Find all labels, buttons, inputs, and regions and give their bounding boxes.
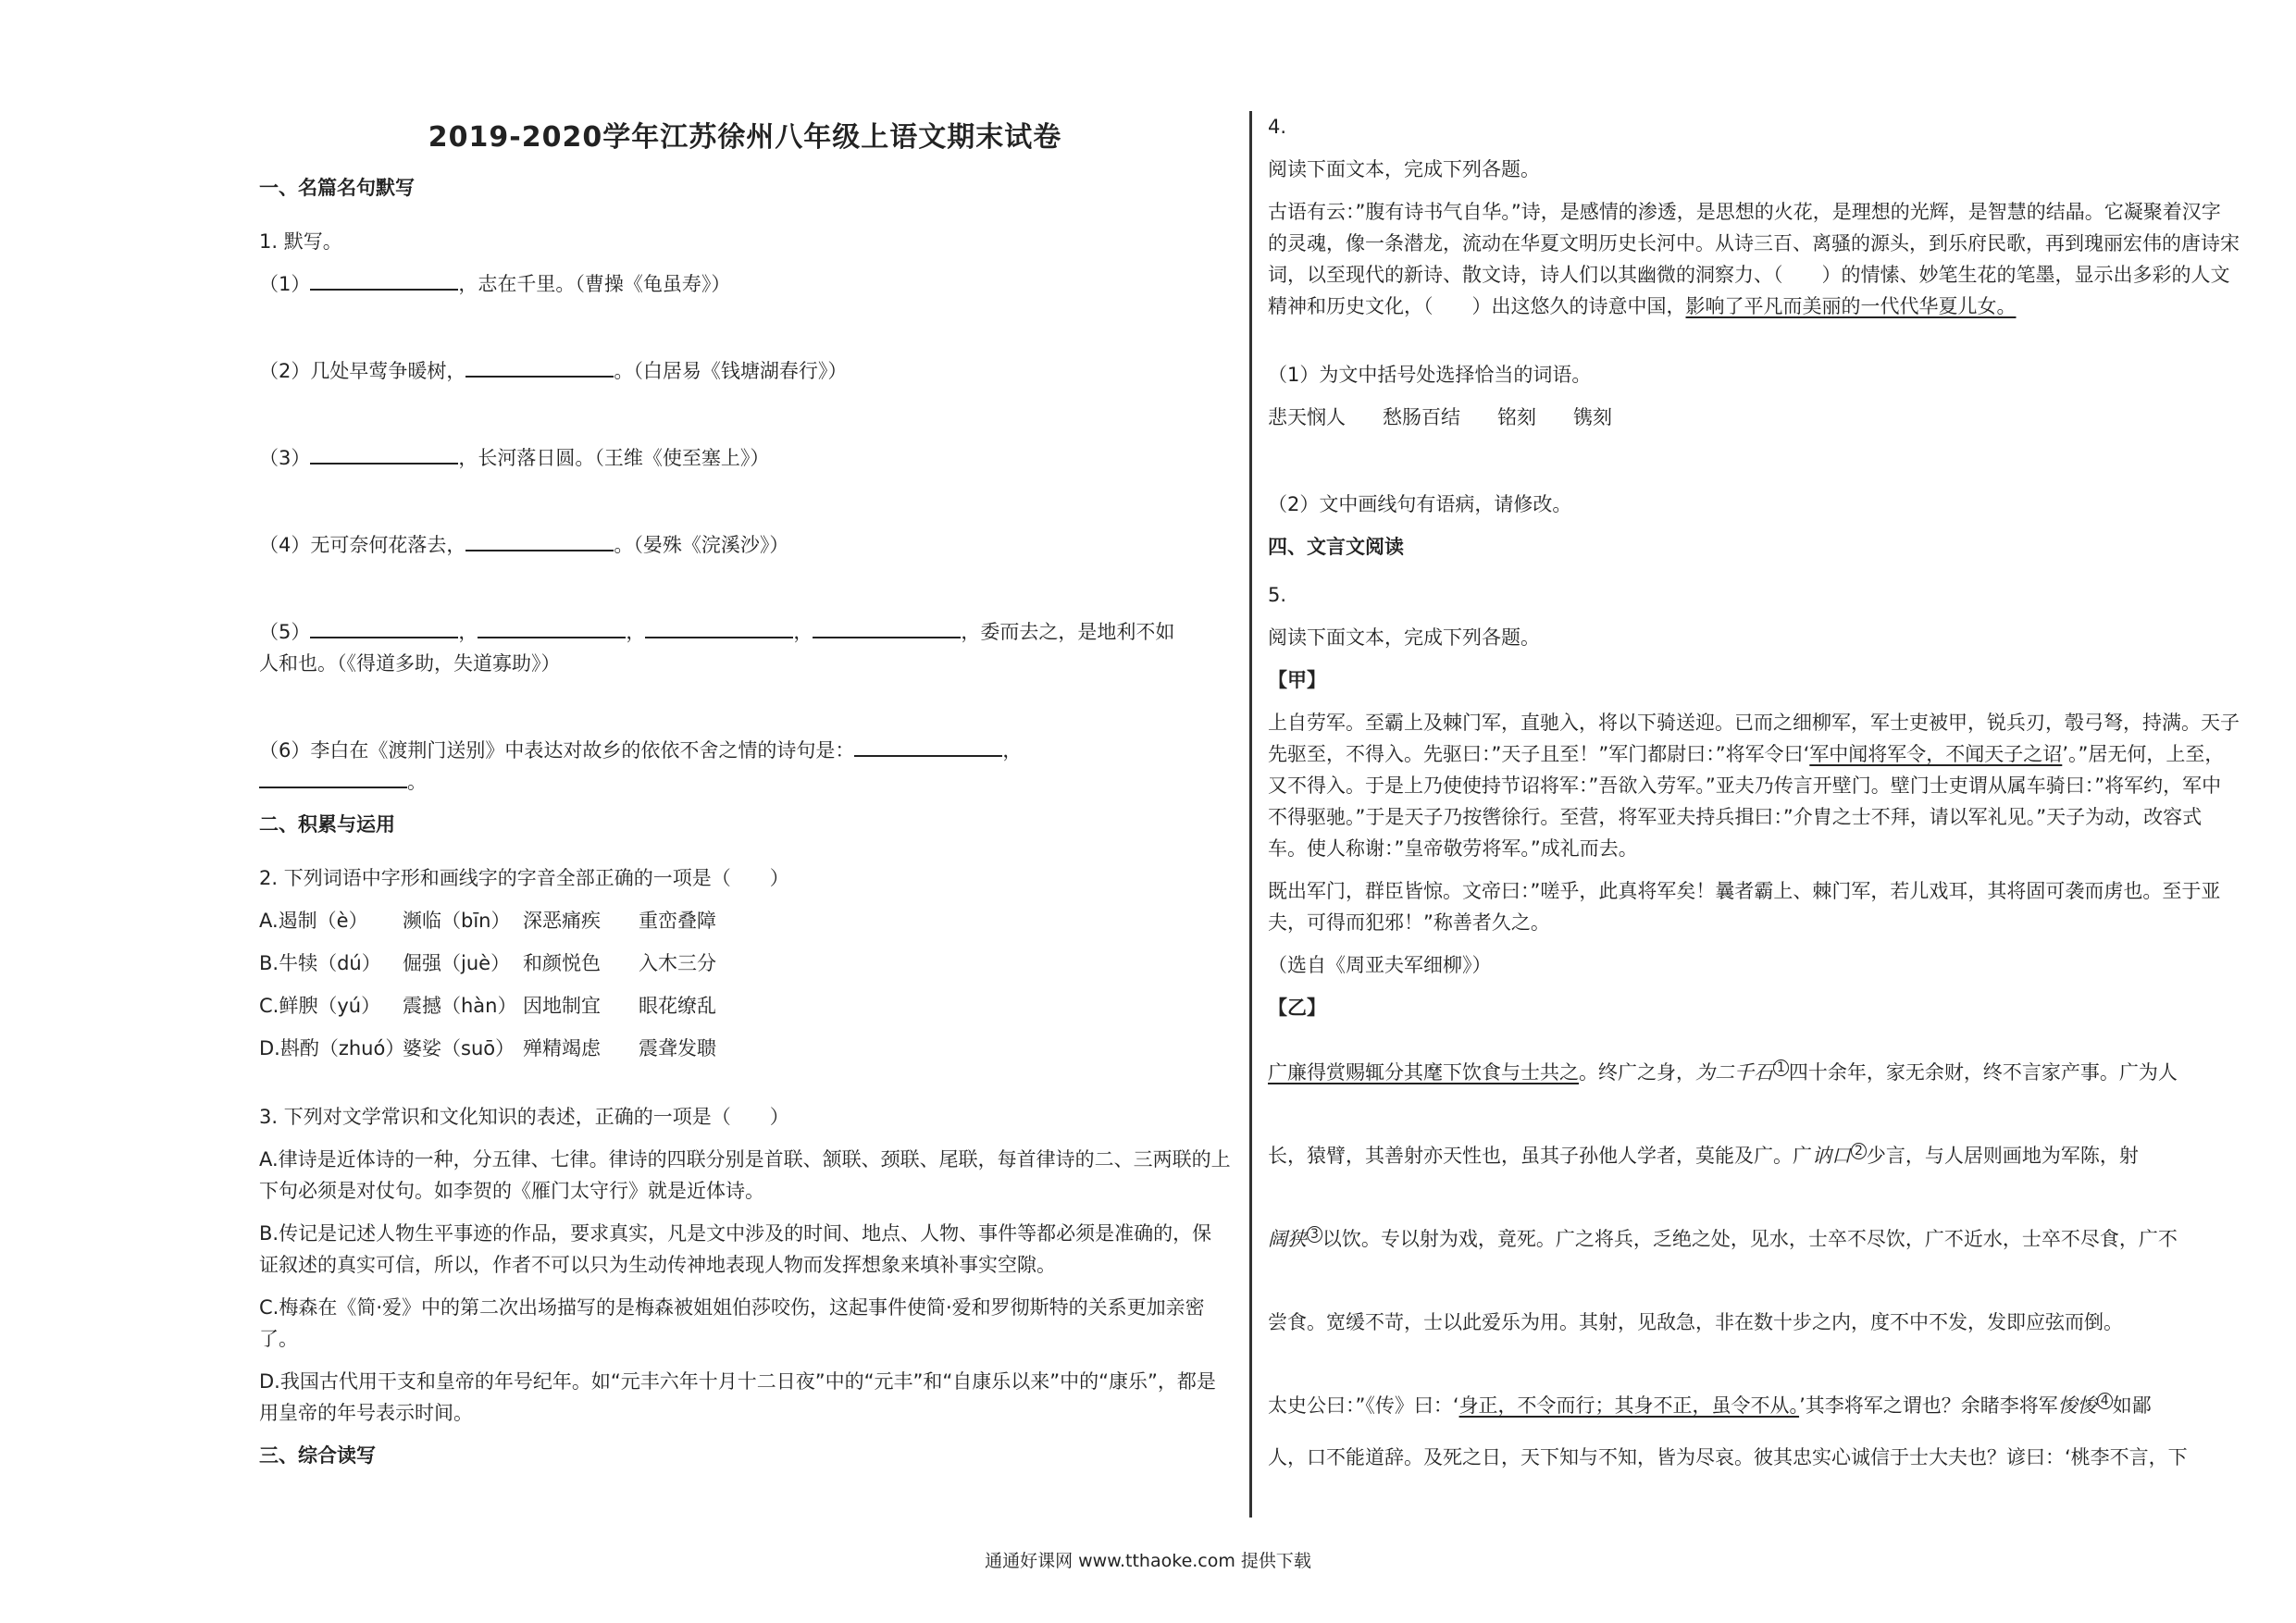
answer-blank[interactable] xyxy=(310,442,458,465)
option-word: 倔强（juè） xyxy=(403,952,511,974)
answer-blank[interactable] xyxy=(465,529,614,551)
yi-text: 如鄙 xyxy=(2112,1394,2152,1417)
q3-stem: 3. 下列对文学常识和文化知识的表述，正确的一项是（ ） xyxy=(259,1106,789,1128)
q5-number: 5. xyxy=(1268,584,1287,606)
q3-option-d[interactable]: D.我国古代用干支和皇帝的年号纪年。如“元丰六年十月十二日夜”中的“元丰”和“自康乐以来”中的“康乐”，都是用皇帝的年号表示时间。 xyxy=(259,1370,1216,1424)
yi-line-3 xyxy=(1268,1223,2240,1255)
option-word: D.斟酌（zhuó） xyxy=(259,1037,405,1059)
note-marker-2: 2 xyxy=(1851,1143,1867,1159)
jia-paragraph-1 xyxy=(1268,707,2240,864)
q4-sub1: （1）为文中括号处选择恰当的词语。 xyxy=(1268,364,1592,386)
q2-option-b[interactable] xyxy=(259,948,1231,979)
yi-annotated-word: 讷口 xyxy=(1812,1145,1851,1167)
left-column xyxy=(259,111,1231,1493)
q4-word-choices xyxy=(1268,402,2240,433)
yi-line-4: 尝食。宽缓不苛，士以此爱乐为用。其射，见敌急，非在数十步之内，度不中不发，发即应弦而倒。 xyxy=(1268,1311,2123,1333)
q1-item-pre: （6）李白在《渡荆门送别》中表达对故乡的依依不舍之情的诗句是： xyxy=(259,739,855,762)
q4-underlined-sentence: 影响了平凡而美丽的一代代华夏儿女。 xyxy=(1685,295,2017,317)
q5-intro: 阅读下面文本，完成下列各题。 xyxy=(1268,626,1540,649)
answer-blank[interactable] xyxy=(259,766,407,788)
q1-item xyxy=(259,529,1231,561)
q1-item-post: ，委而去之，是地利不如 xyxy=(961,621,1175,643)
jia-paragraph-2: 既出军门，群臣皆惊。文帝曰：”嗟乎，此真将军矣！曩者霸上、棘门军，若儿戏耳，其将固可袭而虏也。至于亚夫，可得而犯邪！”称善者久之。 xyxy=(1268,880,2221,934)
answer-blank[interactable] xyxy=(465,355,614,378)
answer-blank[interactable] xyxy=(854,735,1002,757)
jia-underlined: 军中闻将军令，不闻天子之诏 xyxy=(1809,743,2063,765)
q1-item-pre: （2）几处早莺争暖树， xyxy=(259,360,466,382)
option-word: 震聋发聩 xyxy=(639,1037,716,1059)
q3-option-a[interactable]: A.律诗是近体诗的一种，分五律、七律。律诗的四联分别是首联、颔联、颈联、尾联，每首律诗的二、三两联的上下句必须是对仗句。如李贺的《雁门太守行》就是近体诗。 xyxy=(259,1148,1231,1202)
yi-text: ’其李将军之谓也？余睹李将军 xyxy=(1799,1394,2058,1417)
word-choice: 铭刻 xyxy=(1497,406,1536,428)
q4-number: 4. xyxy=(1268,116,1287,138)
yi-annotated-word: 为二千石 xyxy=(1695,1061,1773,1084)
yi-underlined: 身正，不令而行；其身不正，虽令不从。 xyxy=(1458,1394,1800,1417)
note-marker-1: 1 xyxy=(1773,1059,1789,1076)
q4-passage xyxy=(1268,196,2240,322)
column-divider xyxy=(1249,111,1252,1518)
answer-blank[interactable] xyxy=(478,616,626,638)
yi-text: 。终广之身， xyxy=(1579,1061,1695,1084)
q1-item-pre: （5） xyxy=(259,621,311,643)
q1-item-pre: （4）无可奈何花落去， xyxy=(259,534,466,556)
jia-text: 上自劳军。至霸上及棘门军，直驰入，将以下骑送迎。已而之细柳军，军士吏被甲，锐兵刃，彀弓弩，持满。天子先驱至，不得入。先驱曰：”天子且至！”军门都尉曰：”将军令曰‘ xyxy=(1268,712,2240,765)
q1-label: 1. 默写。 xyxy=(259,230,342,253)
q1-item-post: 。（晏殊《浣溪沙》） xyxy=(614,534,789,556)
option-word: A.遏制（è） xyxy=(259,910,368,932)
answer-blank[interactable] xyxy=(813,616,961,638)
q1-item-6 xyxy=(259,735,1231,798)
q2-option-c[interactable] xyxy=(259,990,1231,1022)
yi-annotated-word: 阔狭 xyxy=(1268,1228,1307,1250)
q1-item xyxy=(259,355,1231,387)
q1-item-post: 人和也。（《得道多助，失道寡助》） xyxy=(259,652,561,675)
yi-line-1 xyxy=(1268,1057,2240,1088)
yi-text: 四十余年，家无余财，终不言家产事。广为人 xyxy=(1788,1061,2178,1084)
answer-blank[interactable] xyxy=(310,616,458,638)
jia-text: ’。”居无何，上至，又不得入。于是上乃使使持节诏将军：”吾欲入劳军。”亚夫乃传言开壁门。壁门士吏谓从属车骑曰：”将军约，军中不得驱驰。”于是天子乃按辔徐行。至营，将军亚夫持兵揖曰：”介胄之士不拜，请以军礼见。”天子为动，改容式车。使人称谢：”皇帝敬劳将军。”成礼而去。 xyxy=(1268,743,2225,860)
yi-text: 以饮。专以射为戏，竟死。广之将兵，乏绝之处，见水，士卒不尽饮，广不近水，士卒不尽食，广不 xyxy=(1322,1228,2178,1250)
q1-item-post: ，志在千里。（曹操《龟虽寿》） xyxy=(458,273,731,295)
option-word: 深恶痛疾 xyxy=(523,910,601,932)
yi-line-6: 人，口不能道辞。及死之日，天下知与不知，皆为尽哀。彼其忠实心诚信于士大夫也？谚曰：‘桃李不言，下 xyxy=(1268,1446,2188,1468)
q1-item xyxy=(259,268,1231,300)
q2-option-a[interactable] xyxy=(259,905,1231,936)
yi-text: 长，猿臂，其善射亦天性也，虽其子孙他人学者，莫能及广。广 xyxy=(1268,1145,1812,1167)
q1-item-5: （5） ， ， ， ，委而去之，是地利不如 人和也。（《得道多助，失道寡助》） xyxy=(259,616,1231,679)
word-choice: 愁肠百结 xyxy=(1383,406,1460,428)
jia-source: （选自《周亚夫军细柳》） xyxy=(1268,954,1492,976)
option-word: 和颜悦色 xyxy=(523,952,601,974)
yi-line-5 xyxy=(1268,1390,2240,1421)
q1-item-pre: （1） xyxy=(259,273,311,295)
option-word: 因地制宜 xyxy=(523,995,601,1017)
word-choice: 悲天悯人 xyxy=(1268,406,1346,428)
q4-sub2: （2）文中画线句有语病，请修改。 xyxy=(1268,493,1572,515)
option-word: 眼花缭乱 xyxy=(639,995,716,1017)
answer-blank[interactable] xyxy=(645,616,793,638)
punctuation: ， xyxy=(1002,739,1023,762)
yi-underlined: 广廉得赏赐辄分其麾下饮食与士共之 xyxy=(1268,1061,1579,1084)
option-word: 婆娑（suō） xyxy=(403,1037,515,1059)
option-word: 殚精竭虑 xyxy=(523,1037,601,1059)
q3-option-c[interactable]: C.梅森在《简·爱》中的第二次出场描写的是梅森被姐姐伯莎咬伤，这起事件使简·爱和罗彻斯特的关系更加亲密了。 xyxy=(259,1296,1205,1350)
yi-text: 少言，与人居则画地为军陈，射 xyxy=(1866,1145,2139,1167)
right-column xyxy=(1268,111,2240,1484)
note-marker-4: 4 xyxy=(2097,1393,2113,1409)
q1-item xyxy=(259,442,1231,474)
section-2-heading: 二、积累与运用 xyxy=(259,813,395,836)
q1-item-post: 。（白居易《钱塘湖春行》） xyxy=(614,360,848,382)
note-marker-3: 3 xyxy=(1307,1226,1322,1243)
q2-option-d[interactable] xyxy=(259,1033,1231,1064)
word-choice: 镌刻 xyxy=(1573,406,1612,428)
yi-annotated-word: 悛悛 xyxy=(2057,1394,2097,1417)
q4-passage-text: 古语有云：”腹有诗书气自华。”诗，是感情的渗透，是思想的火花，是理想的光辉，是智慧的结晶。它凝聚着汉字的灵魂，像一条潜龙，流动在华夏文明历史长河中。从诗三百、离骚的源头，到乐府民歌，再到瑰丽宏伟的唐诗宋词，以至现代的新诗、散文诗，诗人们以其幽微的洞察力、（ ）的情愫、妙笔生花的笔墨，显示出多彩的人文精神和历史文化，（ ）出这悠久的诗意中国， xyxy=(1268,201,2240,317)
section-1-heading: 一、名篇名句默写 xyxy=(259,177,415,199)
q4-intro: 阅读下面文本，完成下列各题。 xyxy=(1268,158,1540,180)
section-4-heading: 四、文言文阅读 xyxy=(1268,536,1404,558)
option-word: 重峦叠障 xyxy=(639,910,716,932)
option-word: C.鲜腴（yú） xyxy=(259,995,381,1017)
option-word: 濒临（bīn） xyxy=(403,910,511,932)
option-word: 入木三分 xyxy=(639,952,716,974)
jia-heading: 【甲】 xyxy=(1268,669,1326,691)
yi-heading: 【乙】 xyxy=(1268,997,1326,1019)
q2-stem: 2. 下列词语中字形和画线字的字音全部正确的一项是（ ） xyxy=(259,867,789,889)
q1-item-post: ，长河落日圆。（王维《使至塞上》） xyxy=(458,447,770,469)
punctuation: 。 xyxy=(407,771,427,793)
yi-text: 太史公曰：”《传》曰：‘ xyxy=(1268,1394,1459,1417)
exam-title: 2019-2020学年江苏徐州八年级上语文期末试卷 xyxy=(428,121,1062,154)
option-word: B.牛犊（dú） xyxy=(259,952,381,974)
q3-option-b[interactable]: B.传记是记述人物生平事迹的作品，要求真实，凡是文中涉及的时间、地点、人物、事件等都必须是准确的，保证叙述的真实可信，所以，作者不可以只为生动传神地表现人物而发挥想象来填补事实空隙。 xyxy=(259,1222,1212,1276)
section-3-heading: 三、综合读写 xyxy=(259,1444,376,1467)
answer-blank[interactable] xyxy=(310,268,458,291)
q1-item-pre: （3） xyxy=(259,447,311,469)
page-footer: 通通好课网 www.tthaoke.com 提供下载 xyxy=(985,1551,1311,1571)
yi-line-2 xyxy=(1268,1140,2240,1171)
option-word: 震撼（hàn） xyxy=(403,995,517,1017)
